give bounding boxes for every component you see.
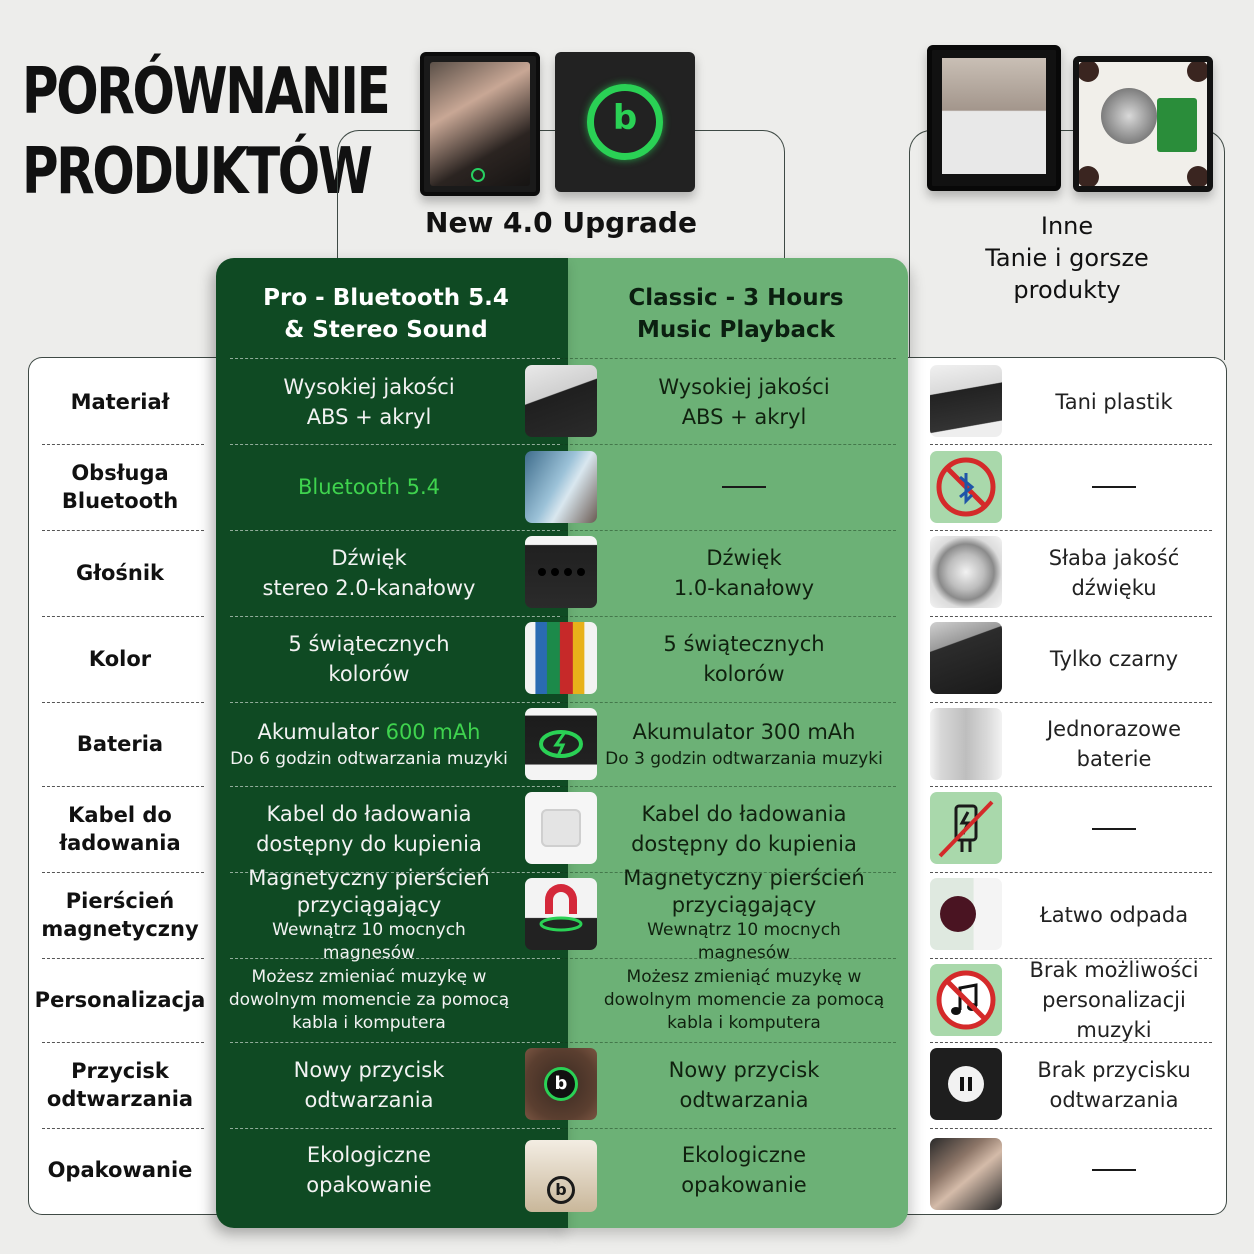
other-cell-speaker [1010,530,1218,616]
pro-cell-packaging [224,1128,514,1212]
pro-column-header [216,282,556,346]
cell-text: Kabel do ładowania [641,802,847,826]
circuit-board [1157,98,1197,152]
classic-cell-color [600,616,888,702]
no-music-icon [930,964,1002,1036]
other-cell-personalization [1010,958,1218,1042]
cell-text: Pierścień [65,889,175,913]
row-separator [560,358,896,359]
cheap-plastic-thumb [930,365,1002,437]
classic-header-line-1: Classic - 3 Hours [628,285,844,311]
not-available-dash [1092,486,1136,488]
cell-text: personalizacji muzyki [1042,988,1186,1042]
cell-text: Przycisk [71,1059,169,1083]
cell-text: odtwarzania [304,1088,434,1112]
cell-text: dostępny do kupienia [256,832,482,856]
cell-text: Nowy przycisk [293,1058,445,1082]
cell-text: Dźwięk [331,546,407,570]
row-label-bluetooth [34,444,206,530]
cell-text: Kabel do ładowania [266,802,472,826]
cell-text: kolorów [328,662,410,686]
upgrade-label: New 4.0 Upgrade [425,206,697,239]
row-label-magnet [34,872,206,958]
corner-pad [1187,60,1209,82]
cell-text: Jednorazowe [1046,717,1182,741]
cell-text: Brak przycisku [1037,1058,1191,1082]
cell-text: Głośnik [75,561,165,585]
cell-text: kolorów [703,662,785,686]
cell-text: Nowy przycisk [668,1058,820,1082]
not-available-dash [722,486,766,488]
row-label-packaging [34,1128,206,1212]
classic-product-image [555,52,695,192]
cell-text: ABS + akryl [681,405,807,429]
other-cell-battery [1010,702,1218,786]
classic-cell-packaging [600,1128,888,1212]
pro-cell-bluetooth [224,444,514,530]
classic-cell-speaker [600,530,888,616]
other-cell-cable [1010,786,1218,872]
cell-text: przyciągający [671,893,817,917]
classic-cell-cable [600,786,888,872]
other-product-screen [942,58,1046,174]
cell-text: ładowania [59,831,181,855]
color-variants-thumb [525,622,597,694]
pro-cell-material [224,360,514,444]
cell-text: Ekologiczne [306,1143,432,1167]
pro-cell-speaker [224,530,514,616]
other-products-label [909,210,1225,306]
cell-text [258,717,481,747]
no-bluetooth-icon [930,451,1002,523]
cell-text: dostępny do kupienia [631,832,857,856]
pro-product-image [420,52,540,196]
not-available-dash [1092,1169,1136,1171]
cell-text: Obsługa [71,461,169,485]
cell-text: baterie [1076,747,1152,771]
other-label-line-3: produkty [1013,276,1121,304]
play-button-thumb [525,1048,597,1120]
cell-text: Bateria [76,732,164,756]
cell-text: 1.0-kanałowy [673,576,815,600]
row-label-material [34,360,206,444]
cell-text: Wysokiej jakości [658,375,830,399]
classic-header-line-2: Music Playback [637,317,835,343]
other-product-front-image [927,45,1061,191]
cell-text: magnetyczny [41,917,199,941]
cell-text: ABS + akryl [306,405,432,429]
pro-header-line-2: & Stereo Sound [284,317,488,343]
cell-text: Materiał [70,390,170,414]
corner-pad [1187,166,1209,188]
battery-capacity-highlight: 600 mAh [385,720,481,744]
cell-text: stereo 2.0-kanałowy [262,576,476,600]
other-product-back-image [1073,56,1213,192]
classic-column-header [566,282,906,346]
classic-cell-battery [600,702,888,786]
cell-text: Brak możliwości [1029,958,1199,982]
cell-text: Łatwo odpada [1039,903,1189,927]
cell-text: Ekologiczne [681,1143,807,1167]
falls-off-thumb [930,878,1002,950]
row-label-personalization [34,958,206,1042]
corner-pad [1077,166,1099,188]
row-separator [230,358,560,359]
weak-speaker-thumb [930,536,1002,608]
pro-cell-personalization [224,958,514,1042]
cell-text: Wysokiej jakości [283,375,455,399]
other-cell-material [1010,360,1218,444]
classic-cell-bluetooth [600,444,888,530]
other-cell-packaging [1010,1128,1218,1212]
cell-text: odtwarzania [46,1087,194,1111]
cell-text: opakowanie [306,1173,432,1197]
cell-text: Dźwięk [706,546,782,570]
no-charging-icon [930,792,1002,864]
cell-text: Kabel do [68,803,172,827]
cell-text: Bluetooth 5.4 [297,475,441,499]
title-line-1: PORÓWNANIE [22,55,389,129]
phone-pairing-thumb [525,451,597,523]
cell-text: przyciągający [296,893,442,917]
row-label-color [34,616,206,702]
row-label-battery [34,702,206,786]
cell-text: Magnetyczny pierścień [623,866,865,890]
cell-text: dźwięku [1071,576,1157,600]
cell-text: Bluetooth [61,489,179,513]
other-packaging-thumb [930,1138,1002,1210]
pro-cell-battery [224,702,514,786]
pause-icon [930,1048,1002,1120]
cell-text: Możesz zmieniąć muzykę w [626,966,862,987]
disposable-battery-thumb [930,708,1002,780]
cell-text: Możesz zmieniać muzykę w [251,966,487,987]
charging-cable-thumb [525,792,597,864]
other-label-line-2: Tanie i gorsze [985,244,1149,272]
row-label-cable [34,786,206,872]
cell-text: Tani plastik [1055,390,1173,414]
cell-text: opakowanie [681,1173,807,1197]
pro-cell-color [224,616,514,702]
page-title [22,52,388,212]
cell-text: Tylko czarny [1049,647,1179,671]
cell-text: Słaba jakość [1048,546,1180,570]
cell-text: Do 3 godzin odtwarzania muzyki [605,749,883,769]
classic-cell-play-button [600,1042,888,1128]
cell-text: Opakowanie [47,1158,193,1182]
pro-cell-play-button [224,1042,514,1128]
brand-logo-icon: b [612,98,638,138]
battery-charging-thumb [525,708,597,780]
material-thumb [525,365,597,437]
black-only-thumb [930,622,1002,694]
cell-text: kabla i komputera [667,1012,821,1033]
pro-header-line-1: Pro - Bluetooth 5.4 [263,285,509,311]
cell-text: Do 6 godzin odtwarzania muzyki [230,749,508,769]
brand-logo-icon: b [547,1176,575,1204]
other-cell-color [1010,616,1218,702]
other-cell-play-button [1010,1042,1218,1128]
row-label-speaker [34,530,206,616]
pro-cell-cable [224,786,514,872]
cell-text: dowolnym momencie za pomocą [603,989,885,1010]
pro-cell-magnet [224,866,514,963]
brand-logo-icon: b [544,1067,578,1101]
cell-text: dowolnym momencie za pomocą [228,989,510,1010]
cell-text: kabla i komputera [292,1012,446,1033]
cell-text: Kolor [88,647,152,671]
title-line-2: PRODUKTÓW [22,135,371,209]
other-cell-magnet [1010,872,1218,958]
cell-text: 5 świątecznych [288,632,450,656]
stereo-speaker-thumb [525,536,597,608]
cell-text: odtwarzania [1049,1088,1179,1112]
cell-text: odtwarzania [679,1088,809,1112]
row-label-play-button [34,1042,206,1128]
speaker-icon [1101,88,1157,144]
other-label-line-1: Inne [1040,212,1094,240]
not-available-dash [1092,828,1136,830]
cell-text: 5 świątecznych [663,632,825,656]
other-cell-bluetooth [1010,444,1218,530]
magnetic-ring-thumb [525,878,597,950]
cell-text: Akumulator 300 mAh [632,720,856,744]
cell-text: Personalizacja [34,988,206,1012]
corner-pad [1077,60,1099,82]
cell-text: Wewnątrz 10 mocnych magnesów [272,920,466,963]
classic-cell-personalization [600,958,888,1042]
classic-cell-magnet [600,866,888,963]
eco-packaging-thumb [525,1140,597,1212]
cell-text: Magnetyczny pierścień [248,866,490,890]
battery-prefix: Akumulator [257,720,386,744]
brand-logo-icon [471,168,485,182]
classic-cell-material [600,360,888,444]
cell-text: Wewnątrz 10 mocnych magnesów [647,920,841,963]
